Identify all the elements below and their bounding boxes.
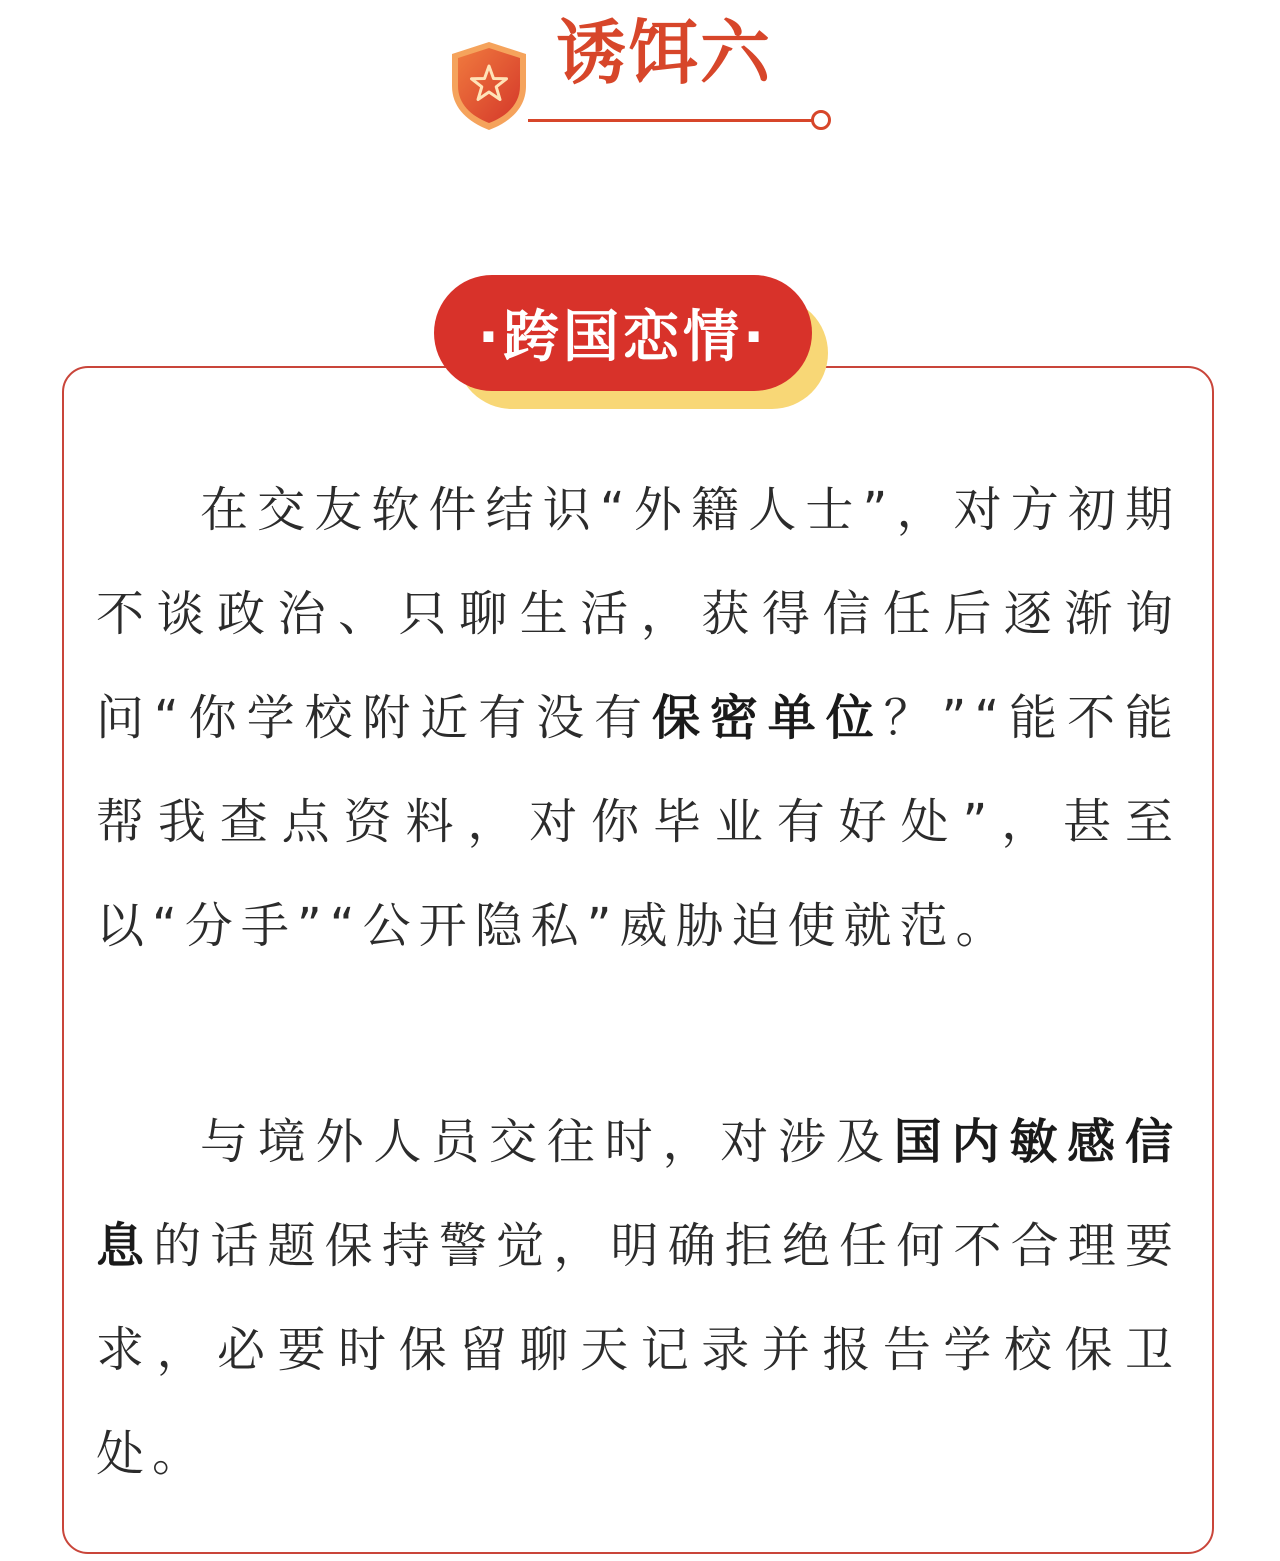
paragraph-text: ？”“能不能帮我查点资料，对你毕业有好处”，甚至以“分手”“公开隐私”威胁迫使就范。 <box>96 690 1181 954</box>
paragraph-text: 与境外人员交往时，对涉及 <box>200 1114 894 1170</box>
title-underline-dot <box>811 110 831 130</box>
highlight-text: 国内敏感信息 <box>96 1114 1181 1274</box>
topic-badge-pill <box>434 275 812 391</box>
topic-badge-label: ·跨国恋情· <box>477 305 769 370</box>
section-header <box>0 0 1280 150</box>
paragraph-advice <box>96 1090 1181 1506</box>
star-shield-icon <box>448 40 530 132</box>
highlight-text: 保密单位 <box>651 690 884 746</box>
paragraph-text: 在交友软件结识“外籍人士”，对方初期不谈政治、只聊生活，获得信任后逐渐询问“你学校附近有没有 <box>96 482 1181 746</box>
topic-badge <box>434 275 834 415</box>
paragraph-text: 的话题保持警觉，明确拒绝任何不合理要求，必要时保留聊天记录并报告学校保卫处。 <box>96 1218 1181 1482</box>
section-title: 诱饵六 <box>556 12 772 94</box>
title-underline <box>528 119 813 122</box>
paragraph-scenario <box>96 458 1181 978</box>
